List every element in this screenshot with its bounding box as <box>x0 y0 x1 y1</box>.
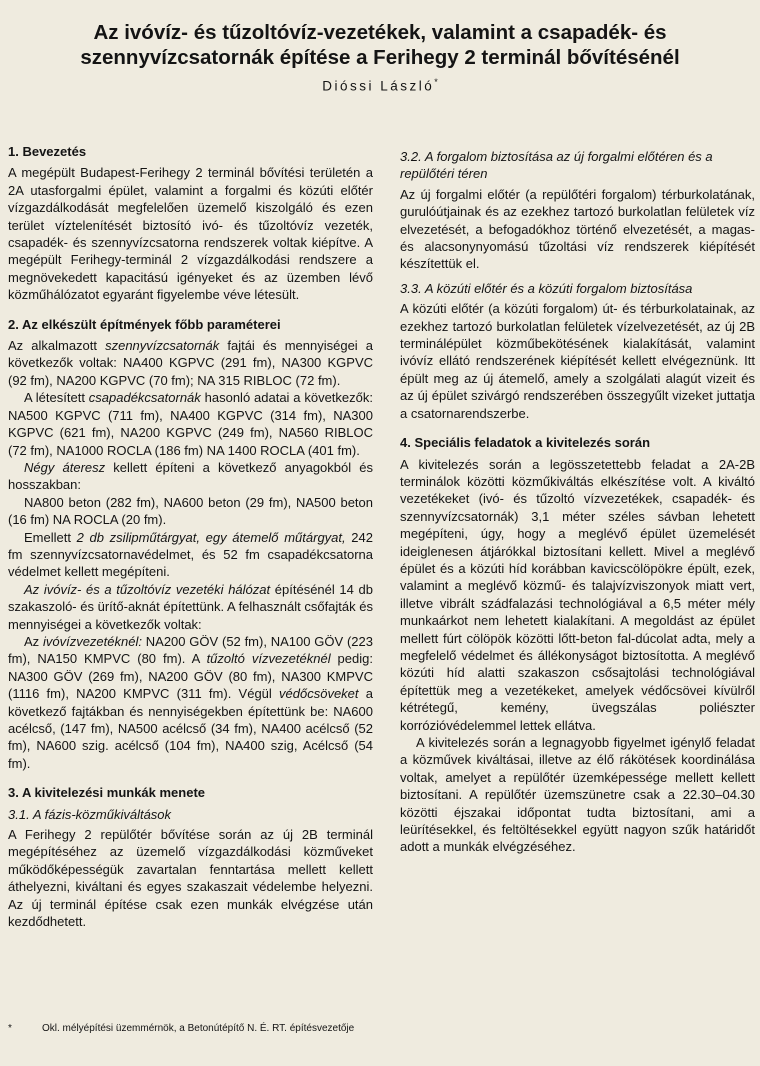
footnote <box>8 1022 748 1036</box>
section-2-paragraph-1: Az alkalmazott szennyvízcsatornák fajtái és mennyiségei a következők voltak: NA400 KGPVC (291 fm), NA300 KGPVC (92 fm), NA200 KGPVC (70 fm); NA 315 RIBLOC (72 fm). <box>8 338 373 388</box>
section-3-heading: 3. A kivitelezési munkák menete <box>8 785 206 801</box>
author-name: Dióssi László <box>322 78 435 94</box>
section-3-1-heading: 3.1. A fázis-közműkiváltások <box>8 806 172 822</box>
section-4-paragraph-1: A kivitelezés során a legösszetettebb feladat a 2A-2B terminálok közötti közműkiváltás elkészítése volt. A kiváltó vezetékeket (ivó- és tűzoltó vízvezetékek, csapadék- és szennyvízcsatornák) 3,1 méter széles sávban lehetett megépíteni, úgy, hogy a meglévő épület üzemelését ideiglenesen átjárókkal biztosítani kellett. Mivel a meglévő épület és a közúti híd korábban kavicscölöpökre épült, ezek, valamint a meglévő közmű- és talajvízviszonyok miatt vert, illetve vibrált szádfalazási technológiával a 6,5 méter mély munkaárkot nem lehetett kialakítani. A megoldást az épület mellett fúrt cölöpök közötti lőtt-beton fal-dúcolat adta, mely a megfelelő védelmet és állékonyságot biztosította. A meglévő közúti híd alatti szakaszon csősajtolási technológiával építettük meg a vezetékeket, amelyek védőcsövei kívülről kétrétegű, kemény, üvegszálas poliészter korrózióvédelemmel lettek ellátva. <box>400 456 755 733</box>
right-column <box>400 141 755 856</box>
author <box>0 77 760 94</box>
footnote-mark: * <box>8 1023 12 1034</box>
section-2-paragraph-3: Négy áteresz kellett építeni a következő anyagokból és hosszakban: <box>8 459 374 493</box>
left-column <box>8 143 373 930</box>
section-2-paragraph-5: Emellett 2 db zsilipműtárgyat, egy átemelő műtárgyat, 242 fm szennyvízcsatornavédelmet, és 52 fm csapadékcsatorna védelmet kellett megépíteni. <box>8 529 373 580</box>
title-line-2: szennyvízcsatornák építése a Ferihegy 2 terminál bővítésénél <box>80 46 680 69</box>
section-2-paragraph-2: A létesített csapadékcsatornák hasonló adatai a következők: NA500 KGPVC (711 fm), NA400 KGPVC (314 fm), NA300 KGPVC (621 fm), NA200 KGPVC (249 fm), NA560 RIBLOC (72 fm), NA1000 ROCLA (186 fm) NA 1400 ROCLA (401 fm). <box>8 390 373 458</box>
section-4-heading: 4. Speciális feladatok a kivitelezés során <box>400 435 651 451</box>
author-footnote-mark: * <box>434 77 438 87</box>
footnote-text: Okl. mélyépítési üzemmérnök, a Betonútépítő N. É. RT. építésvezetője <box>42 1023 355 1034</box>
section-3-3-paragraph: A közúti előtér (a közúti forgalom) út- és térburkolatainak, az ezekhez tartozó burkolatlan felületek vízelvezetését, az új 2B terminálépület közműbekötésének kialakítását, valamint ivóvíz ellátó rendszerének kiépítését kellett elvégeznünk. Itt épült meg az új átemelő, amely a szolgálati alagút vizeit és az új épület szivárgó rendszerében összegyűlt vizeket juttatja a csatornarendszerbe. <box>400 301 755 421</box>
section-2-paragraph-7: Az ivóvízvezetéknél: NA200 GÖV (52 fm), NA100 GÖV (223 fm), NA150 KMPVC (80 fm). A tűzoltó vízvezetéknél pedig: NA300 GÖV (269 fm), NA200 GÖV (80 fm), NA300 KMPVC (1116 fm), NA200 KMPVC (311 fm). Végül védőcsöveket a következő fajtákban és nennyiségekben építettünk be: NA600 acélcső, (147 fm), NA500 acélcső (34 fm), NA400 acélcső (52 fm), NA600 szig. acélcső (104 fm), NA400 szig, Acélcső (54 fm). <box>8 633 373 771</box>
section-4-paragraph-2: A kivitelezés során a legnagyobb figyelmet igénylő feladat a közművek kiváltásai, illetve az élő rákötések koordinálása voltak, amelyet a repülőtér üzemképessége mellett kellett biztosítani. A repülőtér üzemszünetre csak a 22.30–04.30 közötti éjszakai időpontat tudta biztosítani, ami a leürítésekkel, és feltöltésekkel együtt nagyon szűk határidőt adott a munkák elvégzéséhez. <box>400 735 755 855</box>
section-3-2-paragraph: Az új forgalmi előtér (a repülőtéri forgalom) térburkolatának, gurulóútjainak és az ezekhez tartozó burkolatlan felületek víz elvezetését, a befogadókhoz történő elvezetését, a magas- és alacsonynyomású tűzoltási víz rendszerek kiépítését készítettük el. <box>400 186 755 272</box>
section-2-paragraph-6: Az ivóvíz- és a tűzoltóvíz vezetéki hálózat építésénél 14 db szakaszoló- és ürítő-aknát építettünk. A felhasznált csőfajták és mennyiségei a következők voltak: <box>8 581 373 632</box>
section-1-paragraph: A megépült Budapest-Ferihegy 2 terminál bővítési területén a 2A utasforgalmi épület, valamint a forgalmi és közúti előtér vízgazdálkodását megfelelően üzemelő kiszolgáló és ezen terület víztelenítését biztosító ivó- és tűzoltóvíz vezeték, csapadék- és szennyvízcsatorna rendszerek voltak kiépítve. A megépült Ferihegy-terminál 2 vízgazdálkodási rendszere a megnövekedett kapacitású igényeket és az üzemben lévő közműhálózatot egyaránt figyelembe véve létesült. <box>8 165 373 303</box>
article-title <box>20 20 740 70</box>
section-2-paragraph-4: NA800 beton (282 fm), NA600 beton (29 fm), NA500 beton (16 fm) NA ROCLA (20 fm). <box>8 494 373 528</box>
section-3-1-paragraph: A Ferihegy 2 repülőtér bővítése során az új 2B terminál megépítéséhez az üzemelő vízgazdálkodási közműveket működőképességük zavartalan fenntartása mellett kellett áthelyezni, kiváltani és egyes szakaszait védelembe helyezni. Az új terminál építése csak ezen munkák elvégzése után kezdődhetett. <box>8 827 373 930</box>
section-3-2-heading: 3.2. A forgalom biztosítása az új forgalmi előtéren és a repülőtéri téren <box>400 149 713 182</box>
section-1-heading: 1. Bevezetés <box>8 144 87 159</box>
section-2-heading: 2. Az elkészült építmények főbb paraméterei <box>8 316 281 332</box>
title-line-1: Az ivóvíz- és tűzoltóvíz-vezetékek, valamint a csapadék- és <box>93 21 667 44</box>
section-3-3-heading: 3.3. A közúti előtér és a közúti forgalom biztosítása <box>400 280 693 296</box>
